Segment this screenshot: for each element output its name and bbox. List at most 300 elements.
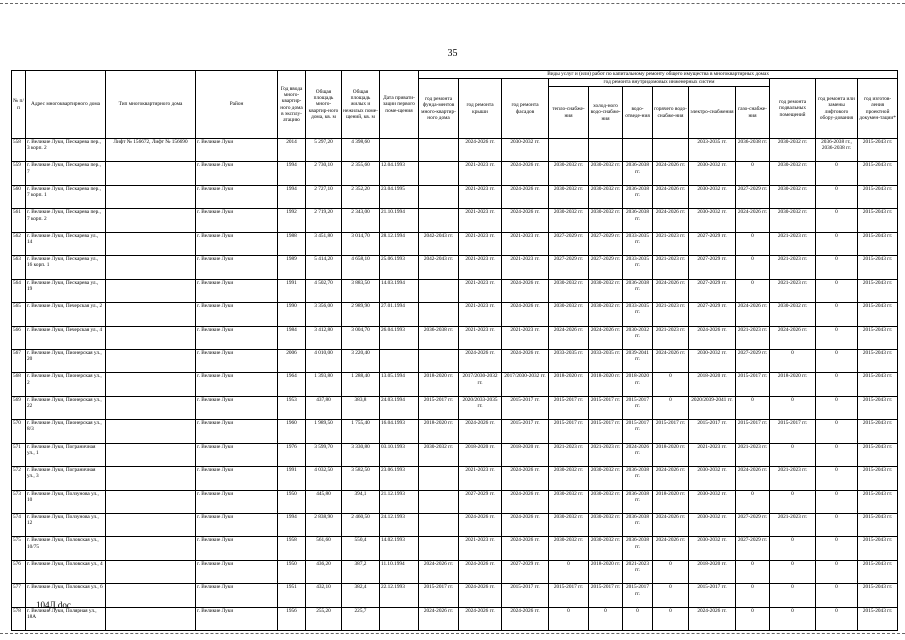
cell-house-type (106, 560, 196, 583)
cell-num: 568 (12, 373, 26, 396)
cell-hot-water: 0 (653, 373, 689, 396)
cell-address: г. Великие Луки, Половская ул., 4 (26, 560, 106, 583)
cell-sewer: 2036-2038 гг. (623, 209, 653, 232)
cell-electric: 2030-2032 гг. (689, 490, 736, 513)
cell-elevator: 0 (816, 349, 858, 372)
cell-house-type (106, 326, 196, 349)
table-body (12, 139, 898, 631)
cell-district: г. Великие Луки (196, 584, 278, 607)
cell-elevator: 0 (816, 279, 858, 302)
cell-district: г. Великие Луки (196, 232, 278, 255)
cell-num: 576 (12, 560, 26, 583)
cell-cold-water: 2027-2029 гг. (589, 256, 623, 279)
cell-basement: 0 (770, 537, 816, 560)
cell-num: 564 (12, 279, 26, 302)
cell-electric: 2024-2026 гг. (689, 607, 736, 630)
header-gas: газо-снабже-ния (736, 87, 770, 139)
cell-living-area: 387,2 (342, 560, 380, 583)
cell-living-area: 383,8 (342, 396, 380, 419)
cell-elevator: 0 (816, 537, 858, 560)
cell-address: г. Великие Луки, Печерская ул., 4 (26, 326, 106, 349)
cell-house-type (106, 396, 196, 419)
cell-electric: 2018-2020 гг. (689, 373, 736, 396)
cell-house-type (106, 256, 196, 279)
table-row (12, 420, 898, 443)
cell-gas: 0 (736, 162, 770, 185)
cell-hot-water: 2024-2026 гг. (653, 279, 689, 302)
cell-year-built: 1988 (278, 232, 306, 255)
header-foundation: год ремонта фунда-ментов много-квартир-ного дома (419, 79, 459, 139)
header-year-built: Год ввода много-квартир-ного дома в эксплу-атацию (278, 71, 306, 139)
cell-privatization (380, 607, 419, 630)
cell-roof: 2024-2026 гг. (459, 349, 502, 372)
cell-electric: 2020/2039-2041 гг. (689, 396, 736, 419)
cell-foundation (419, 162, 459, 185)
cell-district: г. Великие Луки (196, 420, 278, 443)
cell-year-built: 1991 (278, 467, 306, 490)
cell-cold-water: 2015-2017 гг. (589, 396, 623, 419)
cell-privatization: 22.12.1993 (380, 584, 419, 607)
cell-hot-water: 2021-2023 гг. (653, 256, 689, 279)
cell-privatization: 24.03.1994 (380, 396, 419, 419)
cell-sewer: 2015-2017 гг. (623, 396, 653, 419)
cell-num: 565 (12, 303, 26, 326)
cell-roof: 2020/2033-2035 гг. (459, 396, 502, 419)
cell-heat: 2030-2032 гг. (549, 467, 589, 490)
cell-gas: 2021-2023 гг. (736, 326, 770, 349)
cell-electric: 2015-2017 гг. (689, 420, 736, 443)
cell-foundation: 2018-2020 гг. (419, 420, 459, 443)
cell-sewer: 0 (623, 607, 653, 630)
cell-total-area: 5 414,20 (306, 256, 342, 279)
cell-district: г. Великие Луки (196, 326, 278, 349)
cell-roof: 2024-2026 гг. (459, 607, 502, 630)
cell-foundation (419, 514, 459, 537)
cell-docs: 2015-2043 гг. (858, 256, 898, 279)
table-row (12, 185, 898, 208)
cell-address: г. Великие Луки, Ползунова ул., 10 (26, 490, 106, 513)
cell-roof: 2027-2029 гг. (459, 490, 502, 513)
cell-total-area: 5 297,20 (306, 139, 342, 162)
cell-heat: 2030-2032 гг. (549, 162, 589, 185)
cell-num: 560 (12, 185, 26, 208)
cell-cold-water: 2018-2020 гг. (589, 373, 623, 396)
cell-total-area: 2 727,10 (306, 185, 342, 208)
cell-gas: 0 (736, 490, 770, 513)
cell-electric: 2030-2032 гг. (689, 185, 736, 208)
cell-num: 570 (12, 420, 26, 443)
cell-heat: 2024-2026 гг. (549, 326, 589, 349)
cell-living-area: 3 883,50 (342, 279, 380, 302)
cell-hot-water (653, 139, 689, 162)
cell-year-built: 1956 (278, 607, 306, 630)
cell-num: 572 (12, 467, 26, 490)
cell-cold-water: 2024-2026 гг. (589, 326, 623, 349)
cell-electric: 2027-2029 гг. (689, 303, 736, 326)
cell-facade: 2015-2017 гг. (502, 420, 549, 443)
table-row (12, 443, 898, 466)
cell-privatization: 14.03.1994 (380, 279, 419, 302)
cell-year-built: 1950 (278, 560, 306, 583)
cell-hot-water: 2021-2023 гг. (653, 326, 689, 349)
cell-heat: 2030-2032 гг. (549, 209, 589, 232)
cell-sewer: 2036-2038 гг. (623, 537, 653, 560)
cell-district: г. Великие Луки (196, 396, 278, 419)
cell-num: 574 (12, 514, 26, 537)
cell-sewer (623, 139, 653, 162)
cell-house-type: Лифт № 156672, Лифт № 156690 (106, 139, 196, 162)
cell-sewer: 2033-2035 гг. (623, 256, 653, 279)
cell-heat: 2030-2032 гг. (549, 537, 589, 560)
cell-electric: 2030-2032 гг. (689, 349, 736, 372)
cell-living-area: 3 330,80 (342, 443, 380, 466)
cell-privatization (380, 349, 419, 372)
cell-sewer: 2015-2017 гг. (623, 420, 653, 443)
cell-facade: 2024-2026 гг. (502, 514, 549, 537)
cell-cold-water: 2030-2032 гг. (589, 303, 623, 326)
cell-address: г. Великие Луки, Пескарева ул., 19 (26, 279, 106, 302)
cell-basement: 0 (770, 607, 816, 630)
cell-docs: 2015-2043 гг. (858, 607, 898, 630)
cell-docs: 2015-2043 гг. (858, 279, 898, 302)
cell-privatization: 11.10.1994 (380, 560, 419, 583)
cell-house-type (106, 185, 196, 208)
cell-gas: 0 (736, 279, 770, 302)
table-row (12, 396, 898, 419)
cell-living-area: 3 582,50 (342, 467, 380, 490)
cell-hot-water: 2018-2020 гг. (653, 443, 689, 466)
cell-docs: 2015-2043 гг. (858, 185, 898, 208)
cell-num: 573 (12, 490, 26, 513)
cell-num: 562 (12, 232, 26, 255)
cell-year-built: 1964 (278, 373, 306, 396)
cell-gas: 0 (736, 584, 770, 607)
cell-total-area: 4 010,00 (306, 349, 342, 372)
cell-district: г. Великие Луки (196, 185, 278, 208)
cell-address: г. Великие Луки, Половская ул., 6 (26, 584, 106, 607)
cell-basement: 2021-2023 гг. (770, 514, 816, 537)
cell-living-area: 1 288,40 (342, 373, 380, 396)
cell-roof: 2021-2023 гг. (459, 537, 502, 560)
cell-total-area: 3 356,00 (306, 303, 342, 326)
cell-basement: 2015-2017 гг. (770, 420, 816, 443)
cell-address: г. Великие Луки, Пескарева пер., 7 корп. 1 (26, 185, 106, 208)
cell-privatization: 27.01.1994 (380, 303, 419, 326)
cell-facade: 2017/2030-2032 гг. (502, 373, 549, 396)
cell-facade: 2021-2023 гг. (502, 256, 549, 279)
cell-num: 558 (12, 139, 26, 162)
cell-cold-water: 2030-2032 гг. (589, 209, 623, 232)
cell-gas: 0 (736, 560, 770, 583)
cell-living-area: 2 460,50 (342, 514, 380, 537)
cell-sewer: 2030-2032 гг. (623, 326, 653, 349)
cell-living-area: 550,4 (342, 537, 380, 560)
cell-address: г. Великие Луки, Половская ул., 10/75 (26, 537, 106, 560)
cell-foundation (419, 303, 459, 326)
cell-district: г. Великие Луки (196, 256, 278, 279)
cell-cold-water: 0 (589, 607, 623, 630)
cell-electric: 2027-2029 гг. (689, 279, 736, 302)
cell-sewer: 2036-2038 гг. (623, 185, 653, 208)
cell-gas: 0 (736, 607, 770, 630)
cell-elevator: 0 (816, 209, 858, 232)
cell-district: г. Великие Луки (196, 139, 278, 162)
cell-house-type (106, 162, 196, 185)
cell-address: г. Великие Луки, Пограничная ул., 1 (26, 443, 106, 466)
header-address: Адрес многоквартирного дома (26, 71, 106, 139)
cell-basement: 2021-2023 гг. (770, 256, 816, 279)
cell-district: г. Великие Луки (196, 490, 278, 513)
cell-address: г. Великие Луки, Пескарева ул., 14 (26, 232, 106, 255)
cell-gas: 2027-2029 гг. (736, 514, 770, 537)
cell-foundation: 2042-2043 гг. (419, 256, 459, 279)
cell-living-area: 3 004,70 (342, 326, 380, 349)
cell-sewer: 2033-2035 гг. (623, 303, 653, 326)
cell-basement: 2030-2032 гг. (770, 209, 816, 232)
header-elevator: год ремонта или замены лифтового обору-дования (816, 79, 858, 139)
cell-heat: 2030-2032 гг. (549, 279, 589, 302)
cell-district: г. Великие Луки (196, 373, 278, 396)
cell-cold-water: 2018-2020 гг. (589, 560, 623, 583)
cell-basement: 2030-2032 гг. (770, 162, 816, 185)
header-total-area: Общая площадь много-квартир-ного дома, кв. м (306, 71, 342, 139)
cell-facade: 2024-2026 гг. (502, 349, 549, 372)
cell-roof: 2021-2023 гг. (459, 232, 502, 255)
cell-house-type (106, 490, 196, 513)
page-number: 35 (447, 48, 458, 59)
cell-gas: 2027-2029 гг. (736, 185, 770, 208)
cell-docs: 2015-2043 гг. (858, 162, 898, 185)
cell-gas: 2027-2029 гг. (736, 349, 770, 372)
cell-roof: 2021-2023 гг. (459, 326, 502, 349)
header-num: № п/п (12, 71, 26, 139)
cell-sewer: 2024-2026 гг. (623, 443, 653, 466)
cell-docs: 2015-2043 гг. (858, 514, 898, 537)
cell-roof: 2024-2026 гг. (459, 139, 502, 162)
cell-year-built: 1991 (278, 279, 306, 302)
cell-hot-water: 0 (653, 396, 689, 419)
cell-district: г. Великие Луки (196, 514, 278, 537)
table-row (12, 514, 898, 537)
cell-sewer: 2036-2038 гг. (623, 514, 653, 537)
cell-year-built: 1984 (278, 326, 306, 349)
cell-cold-water: 2027-2029 гг. (589, 232, 623, 255)
cell-num: 567 (12, 349, 26, 372)
cell-facade: 2024-2026 гг. (502, 162, 549, 185)
table-row (12, 209, 898, 232)
cell-address: г. Великие Луки, Полярная ул., 18А (26, 607, 106, 630)
footer-filename: 104Д.doc (36, 600, 71, 610)
cell-year-built: 1992 (278, 209, 306, 232)
cell-sewer: 2036-2038 гг. (623, 279, 653, 302)
cell-facade: 2021-2023 гг. (502, 326, 549, 349)
cell-cold-water: 2030-2032 гг. (589, 537, 623, 560)
cell-cold-water: 2030-2032 гг. (589, 185, 623, 208)
cell-total-area: 4 032,50 (306, 467, 342, 490)
cell-foundation (419, 349, 459, 372)
cell-facade: 2030-2032 гг. (502, 139, 549, 162)
cell-living-area: 4 398,60 (342, 139, 380, 162)
header-sewer: водо-отведе-ния (623, 87, 653, 139)
cell-heat: 2030-2032 гг. (549, 514, 589, 537)
table-row (12, 537, 898, 560)
cell-facade: 2021-2023 гг. (502, 232, 549, 255)
cell-docs: 2015-2043 гг. (858, 560, 898, 583)
cell-docs: 2015-2043 гг. (858, 326, 898, 349)
cell-total-area: 255,20 (306, 607, 342, 630)
table-row (12, 139, 898, 162)
cell-cold-water: 2030-2032 гг. (589, 279, 623, 302)
cell-total-area: 1 393,80 (306, 373, 342, 396)
cell-roof: 2021-2023 гг. (459, 256, 502, 279)
table-row (12, 584, 898, 607)
cell-house-type (106, 232, 196, 255)
cell-electric: 2027-2029 гг. (689, 232, 736, 255)
cell-hot-water: 2021-2023 гг. (653, 303, 689, 326)
cell-address: г. Великие Луки, Пескарева ул., 16 корп. 1 (26, 256, 106, 279)
cell-basement: 2021-2023 гг. (770, 279, 816, 302)
cell-num: 577 (12, 584, 26, 607)
cell-electric: 2018-2020 гг. (689, 560, 736, 583)
cell-elevator: 0 (816, 443, 858, 466)
cell-living-area: 3 014,70 (342, 232, 380, 255)
cell-num: 566 (12, 326, 26, 349)
cell-hot-water: 2024-2026 гг. (653, 349, 689, 372)
cell-elevator: 0 (816, 490, 858, 513)
cell-elevator: 0 (816, 607, 858, 630)
cell-foundation: 2042-2043 гг. (419, 232, 459, 255)
cell-foundation (419, 537, 459, 560)
cell-foundation: 2024-2026 гг. (419, 607, 459, 630)
cell-privatization: 16.04.1993 (380, 420, 419, 443)
cell-facade: 2027-2029 гг. (502, 560, 549, 583)
cell-privatization: 25.06.1993 (380, 256, 419, 279)
cell-foundation (419, 139, 459, 162)
cell-roof: 2021-2023 гг. (459, 303, 502, 326)
cell-total-area: 437,80 (306, 396, 342, 419)
cell-roof: 2024-2026 гг. (459, 560, 502, 583)
cell-docs: 2015-2043 гг. (858, 443, 898, 466)
cell-hot-water: 0 (653, 607, 689, 630)
cell-electric: 2024-2026 гг. (689, 326, 736, 349)
cell-heat: 2027-2029 гг. (549, 232, 589, 255)
cell-facade: 2015-2017 гг. (502, 584, 549, 607)
cell-facade: 2024-2026 гг. (502, 537, 549, 560)
cell-elevator: 0 (816, 185, 858, 208)
header-services-group: Виды услуг и (или) работ по капитальному ремонту общего имущества в многоквартирных домах (419, 71, 898, 79)
cell-sewer: 2036-2038 гг. (623, 490, 653, 513)
cell-facade: 2024-2026 гг. (502, 490, 549, 513)
cell-house-type (106, 443, 196, 466)
table-row (12, 349, 898, 372)
cell-electric: 2030-2032 гг. (689, 537, 736, 560)
cell-living-area: 2 352,20 (342, 185, 380, 208)
cell-house-type (106, 467, 196, 490)
cell-docs: 2015-2043 гг. (858, 232, 898, 255)
cell-total-area: 2 719,20 (306, 209, 342, 232)
cell-electric: 2015-2017 гг. (689, 584, 736, 607)
cell-docs: 2015-2043 гг. (858, 396, 898, 419)
cell-elevator: 0 (816, 303, 858, 326)
cell-docs: 2015-2043 гг. (858, 209, 898, 232)
cell-gas: 2024-2026 гг. (736, 209, 770, 232)
cell-district: г. Великие Луки (196, 467, 278, 490)
cell-basement: 2024-2026 гг. (770, 326, 816, 349)
cell-cold-water: 2030-2032 гг. (589, 162, 623, 185)
cell-address: г. Великие Луки, Пионерская ул., 8/3 (26, 420, 106, 443)
cell-electric: 2030-2032 гг. (689, 209, 736, 232)
table-row (12, 232, 898, 255)
cell-foundation (419, 279, 459, 302)
cell-house-type (106, 349, 196, 372)
cell-total-area: 561,60 (306, 537, 342, 560)
cell-cold-water: 2033-2035 гг. (589, 349, 623, 372)
header-roof: год ремонта крыши (459, 79, 502, 139)
cell-hot-water: 2024-2026 гг. (653, 185, 689, 208)
capital-repair-table (11, 70, 898, 631)
cell-elevator: 0 (816, 373, 858, 396)
cell-year-built: 1960 (278, 420, 306, 443)
cell-gas: 2027-2029 гг. (736, 537, 770, 560)
cell-heat: 2021-2023 гг. (549, 443, 589, 466)
cell-docs: 2015-2043 гг. (858, 537, 898, 560)
cell-living-area: 225,7 (342, 607, 380, 630)
cell-foundation (419, 467, 459, 490)
cell-living-area: 2 343,00 (342, 209, 380, 232)
cell-foundation: 2015-2017 гг. (419, 584, 459, 607)
cell-district: г. Великие Луки (196, 209, 278, 232)
cell-privatization: 03.10.1993 (380, 443, 419, 466)
cell-total-area: 3 451,80 (306, 232, 342, 255)
cell-total-area: 3 412,80 (306, 326, 342, 349)
cell-gas: 2024-2026 гг. (736, 467, 770, 490)
header-electric: электро-снабжения (689, 87, 736, 139)
cell-house-type (106, 209, 196, 232)
cell-facade: 2024-2026 гг. (502, 467, 549, 490)
cell-hot-water: 2021-2023 гг. (653, 232, 689, 255)
cell-living-area: 2 989,90 (342, 303, 380, 326)
cell-roof: 2018-2020 гг. (459, 443, 502, 466)
header-privatization: Дата привати-зации первого поме-щения (380, 71, 419, 139)
cell-gas: 0 (736, 232, 770, 255)
cell-address: г. Великие Луки, Печерская ул., 2 (26, 303, 106, 326)
cell-house-type (106, 584, 196, 607)
cell-elevator: 0 (816, 584, 858, 607)
cell-address: г. Великие Луки, Пионерская ул., 2 (26, 373, 106, 396)
cell-facade: 2024-2026 гг. (502, 185, 549, 208)
cell-year-built: 1994 (278, 514, 306, 537)
cell-num: 569 (12, 396, 26, 419)
header-living-area: Общая площадь жилых и нежилых поме-щений, кв. м (342, 71, 380, 139)
cell-cold-water: 2015-2017 гг. (589, 420, 623, 443)
cell-living-area: 1 755,40 (342, 420, 380, 443)
cell-basement: 2030-2032 гг. (770, 139, 816, 162)
cell-sewer: 2036-2038 гг. (623, 467, 653, 490)
header-hot-water: горячего водо-снабже-ния (653, 87, 689, 139)
cell-docs: 2015-2043 гг. (858, 139, 898, 162)
header-district: Район (196, 71, 278, 139)
cell-total-area: 436,20 (306, 560, 342, 583)
cell-roof: 2021-2023 гг. (459, 467, 502, 490)
cell-facade: 2024-2026 гг. (502, 303, 549, 326)
cell-cold-water: 2030-2032 гг. (589, 467, 623, 490)
cell-cold-water: 2021-2023 гг. (589, 443, 623, 466)
cell-sewer: 2033-2035 гг. (623, 232, 653, 255)
header-heat: тепло-снабже-ния (549, 87, 589, 139)
cell-elevator: 0 (816, 420, 858, 443)
cell-basement: 0 (770, 349, 816, 372)
cell-foundation (419, 185, 459, 208)
